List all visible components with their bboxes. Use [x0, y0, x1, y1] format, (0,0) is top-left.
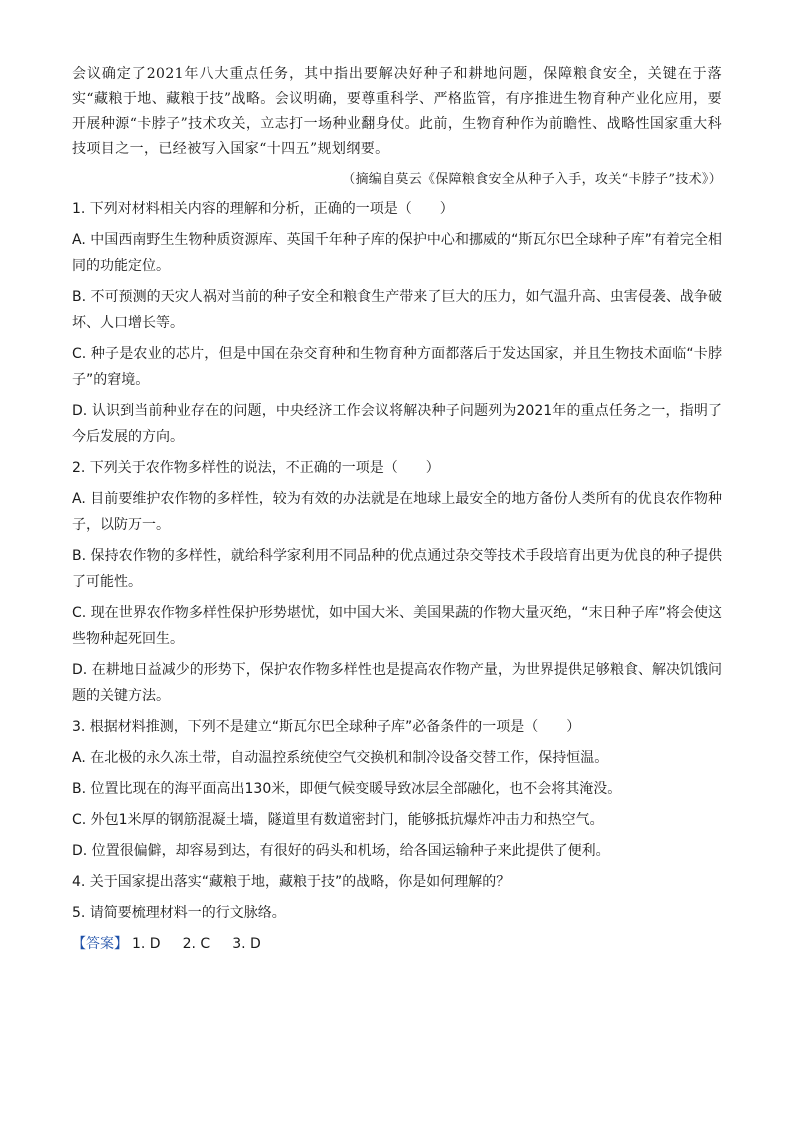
- question-1-option-b: B. 不可预测的天灾人祸对当前的种子安全和粮食生产带来了巨大的压力，如气温升高、虫害侵袭、战争破坏、人口增长等。: [72, 289, 722, 331]
- document-page: [72, 62, 722, 957]
- answer-item: 1. D: [132, 936, 161, 952]
- answer-line: [72, 931, 722, 957]
- question-list: [72, 196, 722, 926]
- question-2-option-c: C. 现在世界农作物多样性保护形势堪忧，如中国大米、美国果蔬的作物大量灭绝，“末日种子库”将会使这些物种起死回生。: [72, 605, 722, 647]
- answer-item: 2. C: [182, 936, 211, 952]
- question-2-stem: 2. 下列关于农作物多样性的说法，不正确的一项是（ ）: [72, 460, 440, 476]
- passage-paragraph: 会议确定了2021年八大重点任务，其中指出要解决好种子和耕地问题，保障粮食安全，关键在于落实“藏粮于地、藏粮于技”战略。会议明确，要尊重科学、严格监管，有序推进生物育种产业化应用，要开展种源“卡脖子”技术攻关，立志打一场种业翻身仗。此前，生物育种作为前瞻性、战略性国家重大科技项目之一，已经被写入国家“十四五”规划纲要。: [72, 66, 722, 157]
- question-3-option-d: D. 位置很偏僻，却容易到达，有很好的码头和机场，给各国运输种子来此提供了便利。: [72, 843, 610, 859]
- question-3-option-a: A. 在北极的永久冻土带，自动温控系统使空气交换机和制冷设备交替工作，保持恒温。: [72, 750, 609, 766]
- question-2-option-a: A. 目前要维护农作物的多样性，较为有效的办法就是在地球上最安全的地方备份人类所有的优良农作物种子，以防万一。: [72, 491, 722, 533]
- question-1-option-a: A. 中国西南野生生物种质资源库、英国千年种子库的保护中心和挪威的“斯瓦尔巴全球种子库”有着完全相同的功能定位。: [72, 232, 722, 274]
- question-2-option-d: D. 在耕地日益减少的形势下，保护农作物多样性也是提高农作物产量，为世界提供足够粮食、解决饥饿问题的关键方法。: [72, 662, 722, 704]
- question-3-option-c: C. 外包1米厚的钢筋混凝土墙，隧道里有数道密封门，能够抵抗爆炸冲击力和热空气。: [72, 812, 604, 828]
- question-5: 5. 请简要梳理材料一的行文脉络。: [72, 905, 286, 921]
- question-1-option-d: D. 认识到当前种业存在的问题，中央经济工作会议将解决种子问题列为2021年的重点任务之一，指明了今后发展的方向。: [72, 403, 722, 445]
- passage: [72, 62, 722, 192]
- question-2-option-b: B. 保持农作物的多样性，就给科学家利用不同品种的优点通过杂交等技术手段培育出更为优良的种子提供了可能性。: [72, 548, 722, 590]
- question-3-option-b: B. 位置比现在的海平面高出130米，即便气候变暖导致冰层全部融化，也不会将其淹没。: [72, 781, 622, 797]
- answer-item: 3. D: [232, 936, 261, 952]
- passage-source: （摘编自莫云《保障粮食安全从种子入手，攻关“卡脖子”技术》）: [342, 172, 722, 187]
- question-1-stem: 1. 下列对材料相关内容的理解和分析，正确的一项是（ ）: [72, 201, 454, 217]
- question-1-option-c: C. 种子是农业的芯片，但是中国在杂交育种和生物育种方面都落后于发达国家，并且生物技术面临“卡脖子”的窘境。: [72, 346, 722, 388]
- answer-tag: 【答案】: [72, 936, 128, 952]
- question-4: 4. 关于国家提出落实“藏粮于地，藏粮于技”的战略，你是如何理解的？: [72, 874, 511, 890]
- question-3-stem: 3. 根据材料推测，下列不是建立“斯瓦尔巴全球种子库”必备条件的一项是（ ）: [72, 719, 581, 735]
